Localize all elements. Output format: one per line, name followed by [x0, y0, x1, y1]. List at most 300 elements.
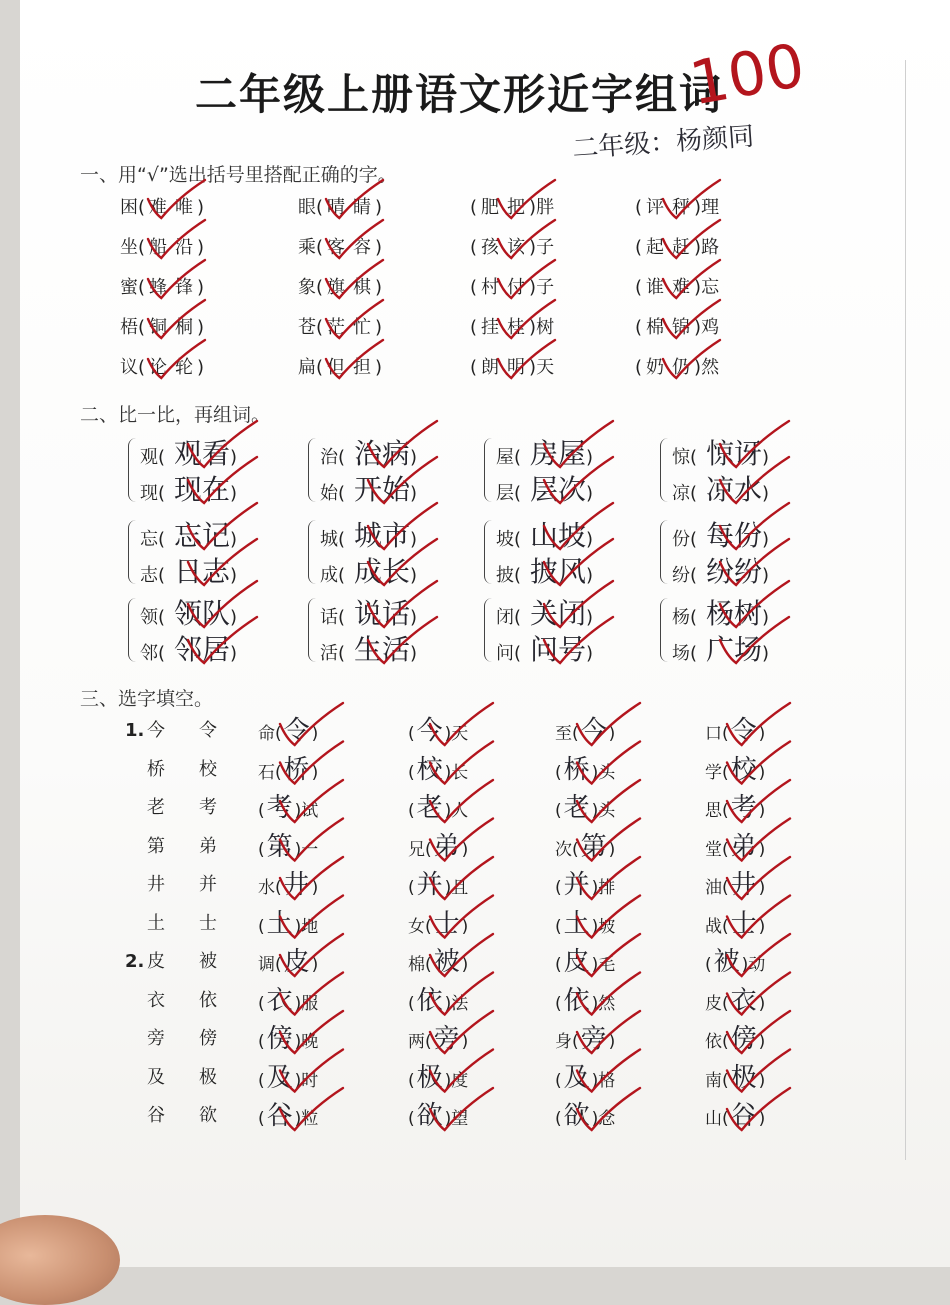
paren-open: ( — [258, 1032, 265, 1052]
compare-row — [320, 468, 417, 508]
paren-open: ( — [555, 993, 562, 1014]
paren-close: ) — [461, 955, 469, 975]
paren-open: ( — [138, 277, 146, 298]
written-word: 开始 — [354, 473, 411, 506]
char-pair — [125, 986, 251, 1012]
choice-item — [120, 353, 204, 379]
group-brace — [660, 438, 669, 502]
paren-open: ( — [572, 839, 579, 860]
paren-open: ( — [258, 993, 265, 1014]
page-edge-line — [905, 60, 906, 1160]
paren-open: ( — [316, 317, 324, 338]
paren-open: ( — [572, 1032, 579, 1052]
blank-suffix: 晚 — [301, 1032, 319, 1052]
filled-char: 校 — [730, 754, 757, 785]
written-word: 城市 — [354, 519, 411, 552]
paren-open: ( — [555, 916, 562, 937]
paren-close: ) — [294, 1070, 302, 1091]
fill-blank — [408, 787, 468, 824]
group-brace — [308, 598, 317, 662]
filled-char: 皮 — [563, 947, 590, 977]
written-word: 生活 — [354, 633, 411, 666]
paren-close: ) — [410, 607, 418, 628]
paren-close: ) — [529, 317, 537, 338]
paren-close: ) — [694, 357, 702, 378]
paren-close: ) — [762, 529, 770, 550]
written-word: 观看 — [174, 437, 231, 470]
compare-group — [484, 592, 664, 668]
base-char: 现( — [140, 483, 166, 504]
compare-row — [496, 432, 593, 472]
paren-close: ) — [410, 483, 418, 504]
blank-suffix: 坡 — [598, 916, 616, 937]
choice-item — [298, 353, 382, 379]
fill-blank — [555, 1057, 615, 1094]
paren-close: ) — [444, 878, 452, 898]
blank-prefix: 次 — [555, 839, 572, 860]
written-word: 广场 — [706, 633, 763, 666]
pair-char-2: 被 — [199, 951, 217, 972]
paren-open: ( — [316, 277, 324, 298]
option-2: 明 — [507, 357, 526, 378]
group-brace — [484, 520, 493, 584]
fill-blank — [555, 903, 615, 940]
paren-close: ) — [758, 801, 766, 821]
char-pair — [125, 1101, 251, 1127]
paren-close: ) — [461, 1032, 469, 1052]
paren-open: ( — [258, 1109, 265, 1129]
paren-close: ) — [294, 916, 302, 937]
written-word: 房屋 — [530, 437, 587, 470]
paren-close: ) — [529, 357, 537, 378]
blank-suffix: 然 — [598, 993, 616, 1014]
paren-close: ) — [586, 607, 594, 628]
paren-open: ( — [258, 839, 265, 860]
fill-blank — [408, 826, 468, 863]
blank-prefix: 战 — [705, 916, 722, 937]
paren-open: ( — [275, 724, 282, 744]
written-word: 杨树 — [706, 597, 763, 630]
choice-prefix: 蜜 — [120, 277, 138, 298]
option-1: 挂 — [481, 317, 500, 338]
pair-char-1: 今 — [147, 720, 165, 741]
filled-char: 土 — [266, 908, 293, 939]
section1-heading: 一、用“√”选出括号里搭配正确的字。 — [80, 164, 397, 186]
filled-char: 及 — [563, 1062, 590, 1093]
compare-row — [140, 550, 237, 590]
written-word: 每份 — [706, 519, 763, 552]
char-pair — [125, 947, 251, 973]
fill-blank — [258, 980, 318, 1017]
blank-prefix: 水 — [258, 878, 275, 898]
base-char: 层( — [496, 483, 522, 504]
fill-blank — [705, 826, 765, 863]
option-2: 该 — [507, 237, 526, 258]
blank-prefix: 思 — [705, 801, 722, 821]
base-char: 成( — [320, 565, 346, 586]
blank-suffix: 粒 — [301, 1109, 319, 1129]
blank-suffix: 地 — [301, 916, 319, 937]
choice-suffix: 胖 — [536, 197, 555, 218]
compare-group — [128, 514, 308, 590]
option-2: 难 — [672, 277, 691, 298]
option-2: 忙 — [353, 317, 372, 338]
compare-row — [496, 514, 593, 554]
blank-suffix: 头 — [598, 801, 616, 821]
paren-open: ( — [635, 317, 643, 338]
base-char: 领( — [140, 607, 166, 628]
choice-item — [635, 233, 719, 259]
option-1: 船 — [149, 237, 168, 258]
fill-blank — [258, 1018, 318, 1055]
paren-open: ( — [555, 955, 562, 975]
blank-suffix: 且 — [451, 878, 469, 898]
fill-blank — [555, 941, 615, 978]
fill-blank — [705, 903, 765, 940]
compare-row — [140, 628, 237, 668]
option-1: 茫 — [327, 317, 346, 338]
paren-close: ) — [758, 1109, 766, 1129]
blank-suffix: 度 — [451, 1070, 469, 1091]
option-1: 难 — [149, 197, 168, 218]
base-char: 场( — [672, 643, 698, 664]
blank-suffix: 长 — [451, 762, 469, 783]
paren-close: ) — [410, 529, 418, 550]
paren-close: ) — [694, 237, 702, 258]
base-char: 份( — [672, 529, 698, 550]
paren-open: ( — [470, 197, 478, 218]
fill-blank — [258, 787, 318, 824]
blank-suffix: 念 — [598, 1109, 616, 1129]
option-2: 锋 — [175, 277, 194, 298]
compare-row — [672, 592, 769, 632]
filled-char: 井 — [283, 870, 310, 900]
paren-close: ) — [294, 1109, 302, 1129]
group-brace — [660, 598, 669, 662]
option-1: 评 — [646, 197, 665, 218]
option-2: 沿 — [175, 237, 194, 258]
pair-char-1: 谷 — [147, 1105, 165, 1126]
compare-row — [320, 628, 417, 668]
compare-row — [496, 550, 593, 590]
fill-blank — [258, 903, 318, 940]
char-pair — [125, 755, 251, 781]
paren-open: ( — [722, 801, 729, 821]
fill-blank — [408, 710, 468, 747]
option-1: 奶 — [646, 357, 665, 378]
pair-char-1: 第 — [147, 835, 165, 857]
compare-row — [320, 432, 417, 472]
choice-item — [120, 313, 204, 339]
handwritten-name-note: 二年级：杨颜同 — [571, 121, 756, 165]
compare-group — [308, 592, 488, 668]
filled-char: 欲 — [563, 1101, 590, 1131]
option-1: 但 — [327, 357, 346, 378]
pair-char-2: 傍 — [199, 1028, 217, 1049]
filled-char: 被 — [713, 947, 740, 977]
group-brace — [128, 520, 137, 584]
option-2: 秤 — [672, 197, 691, 218]
compare-row — [672, 468, 769, 508]
paren-close: ) — [230, 529, 238, 550]
fill-blank — [555, 826, 615, 863]
base-char: 活( — [320, 643, 346, 664]
paren-close: ) — [762, 447, 770, 468]
char-pair — [125, 1063, 251, 1089]
filled-char: 考 — [266, 793, 293, 823]
paren-close: ) — [586, 447, 594, 468]
group-brace — [308, 520, 317, 584]
char-pair — [125, 832, 251, 858]
paren-open: ( — [258, 916, 265, 937]
compare-row — [496, 592, 593, 632]
group-number: 1. — [125, 720, 145, 741]
filled-char: 并 — [563, 870, 590, 900]
choice-prefix: 扁 — [298, 357, 316, 378]
option-1: 村 — [481, 277, 500, 298]
paren-close: ) — [461, 916, 469, 937]
choice-prefix: 坐 — [120, 237, 138, 258]
paren-open: ( — [138, 237, 146, 258]
paren-close: ) — [758, 993, 766, 1014]
paren-open: ( — [635, 277, 643, 298]
filled-char: 傍 — [266, 1024, 293, 1054]
choice-item — [470, 353, 554, 379]
group-brace — [128, 438, 137, 502]
blank-suffix: 服 — [301, 993, 319, 1014]
blank-suffix: 动 — [748, 955, 766, 975]
pair-char-2: 考 — [199, 797, 217, 818]
filled-char: 衣 — [266, 985, 293, 1016]
paren-close: ) — [529, 237, 537, 258]
fill-blank — [408, 1018, 468, 1055]
paren-close: ) — [311, 724, 319, 744]
filled-char: 桥 — [563, 754, 590, 785]
filled-char: 欲 — [416, 1101, 443, 1131]
paren-open: ( — [408, 993, 415, 1014]
fill-blank — [705, 864, 765, 901]
pair-char-2: 极 — [199, 1066, 217, 1088]
paren-open: ( — [635, 197, 643, 218]
option-2: 桐 — [175, 317, 194, 338]
base-char: 志( — [140, 565, 166, 586]
paren-open: ( — [555, 1109, 562, 1129]
pair-char-2: 弟 — [199, 835, 217, 857]
paren-close: ) — [230, 607, 238, 628]
pair-char-1: 土 — [147, 912, 165, 934]
paren-open: ( — [722, 1032, 729, 1052]
option-2: 仍 — [672, 357, 691, 378]
compare-row — [672, 514, 769, 554]
written-word: 邻居 — [174, 633, 231, 666]
written-word: 忘记 — [174, 519, 231, 552]
pair-char-2: 依 — [199, 989, 217, 1011]
written-word: 关闭 — [530, 597, 587, 630]
filled-char: 士 — [433, 908, 460, 939]
blank-suffix: 排 — [598, 878, 616, 898]
base-char: 坡( — [496, 529, 522, 550]
filled-char: 旁 — [580, 1024, 607, 1054]
paren-close: ) — [410, 643, 418, 664]
compare-row — [140, 592, 237, 632]
base-char: 忘( — [140, 529, 166, 550]
filled-char: 并 — [416, 870, 443, 900]
choice-item — [635, 313, 719, 339]
option-1: 起 — [646, 237, 665, 258]
filled-char: 士 — [730, 908, 757, 939]
paren-close: ) — [762, 565, 770, 586]
written-word: 披风 — [530, 555, 587, 588]
fill-blank — [408, 1057, 468, 1094]
choice-prefix: 梧 — [120, 317, 138, 338]
fill-blank — [408, 864, 468, 901]
paren-close: ) — [197, 357, 205, 378]
blank-prefix: 石 — [258, 762, 275, 783]
paren-open: ( — [555, 878, 562, 898]
fill-blank — [408, 1095, 468, 1132]
base-char: 观( — [140, 447, 166, 468]
option-2: 睛 — [353, 197, 372, 218]
option-1: 晴 — [327, 197, 346, 218]
compare-row — [672, 432, 769, 472]
filled-char: 令 — [283, 716, 310, 746]
filled-char: 第 — [266, 831, 293, 862]
base-char: 始( — [320, 483, 346, 504]
written-word: 纷纷 — [706, 555, 763, 588]
blank-prefix: 命 — [258, 724, 275, 744]
paren-close: ) — [758, 916, 766, 937]
option-2: 唯 — [175, 197, 194, 218]
paren-open: ( — [705, 955, 712, 975]
written-word: 惊讶 — [706, 437, 763, 470]
blank-prefix: 两 — [408, 1032, 425, 1052]
paren-close: ) — [586, 483, 594, 504]
paren-open: ( — [408, 1109, 415, 1129]
paren-open: ( — [138, 357, 146, 378]
fill-blank — [258, 826, 318, 863]
paren-open: ( — [425, 1032, 432, 1052]
choice-suffix: 理 — [701, 197, 720, 218]
paren-close: ) — [311, 762, 319, 783]
base-char: 闭( — [496, 607, 522, 628]
base-char: 纷( — [672, 565, 698, 586]
paren-close: ) — [410, 565, 418, 586]
paren-close: ) — [586, 565, 594, 586]
paren-close: ) — [608, 724, 616, 744]
paren-open: ( — [425, 839, 432, 860]
base-char: 杨( — [672, 607, 698, 628]
written-word: 成长 — [354, 555, 411, 588]
compare-row — [320, 592, 417, 632]
option-1: 客 — [327, 237, 346, 258]
option-1: 铜 — [149, 317, 168, 338]
option-1: 孩 — [481, 237, 500, 258]
group-brace — [484, 438, 493, 502]
option-1: 朗 — [481, 357, 500, 378]
paren-close: ) — [762, 607, 770, 628]
choice-item — [298, 273, 382, 299]
blank-suffix: 天 — [451, 724, 469, 744]
paren-close: ) — [311, 878, 319, 898]
blank-suffix: 毛 — [598, 955, 616, 975]
paren-open: ( — [470, 277, 478, 298]
fill-blank — [705, 710, 765, 747]
fill-blank — [555, 1095, 615, 1132]
paren-close: ) — [230, 447, 238, 468]
compare-group — [128, 432, 308, 508]
paren-open: ( — [722, 724, 729, 744]
paren-close: ) — [586, 529, 594, 550]
char-pair — [125, 1024, 251, 1050]
paren-open: ( — [275, 878, 282, 898]
fill-blank — [555, 710, 615, 747]
paren-close: ) — [311, 955, 319, 975]
paren-open: ( — [470, 317, 478, 338]
filled-char: 令 — [730, 716, 757, 746]
paren-open: ( — [722, 916, 729, 937]
blank-prefix: 南 — [705, 1070, 722, 1091]
page-title: 二年级上册语文形近字组词 — [195, 70, 724, 119]
filled-char: 旁 — [433, 1024, 460, 1054]
base-char: 屋( — [496, 447, 522, 468]
pair-char-2: 士 — [199, 912, 217, 934]
paren-close: ) — [375, 357, 383, 378]
paren-open: ( — [470, 357, 478, 378]
fill-blank — [258, 1095, 318, 1132]
paren-open: ( — [722, 839, 729, 860]
paren-close: ) — [591, 801, 599, 821]
blank-prefix: 兄 — [408, 839, 425, 860]
choice-prefix: 眼 — [298, 197, 316, 218]
paren-close: ) — [591, 1070, 599, 1091]
blank-suffix: 时 — [301, 1070, 319, 1091]
filled-char: 第 — [580, 831, 607, 862]
paren-open: ( — [408, 878, 415, 898]
base-char: 话( — [320, 607, 346, 628]
fill-blank — [408, 941, 468, 978]
paren-open: ( — [408, 801, 415, 821]
choice-item — [470, 193, 554, 219]
paren-open: ( — [316, 197, 324, 218]
fill-blank — [705, 1057, 765, 1094]
paren-close: ) — [586, 643, 594, 664]
blank-prefix: 口 — [705, 724, 722, 744]
compare-group — [660, 592, 840, 668]
filled-char: 老 — [563, 793, 590, 823]
written-word: 层次 — [530, 473, 587, 506]
filled-char: 依 — [563, 985, 590, 1016]
paren-close: ) — [591, 762, 599, 783]
pair-char-1: 老 — [147, 797, 165, 818]
fill-blank — [555, 864, 615, 901]
paren-close: ) — [758, 724, 766, 744]
base-char: 城( — [320, 529, 346, 550]
fill-blank — [258, 749, 318, 786]
option-2: 付 — [507, 277, 526, 298]
base-char: 治( — [320, 447, 346, 468]
blank-prefix: 女 — [408, 916, 425, 937]
char-pair — [125, 870, 251, 896]
paren-close: ) — [694, 197, 702, 218]
group-number: 2. — [125, 951, 145, 972]
filled-char: 今 — [416, 716, 443, 746]
pair-char-2: 并 — [199, 874, 217, 895]
base-char: 披( — [496, 565, 522, 586]
pair-char-1: 皮 — [147, 951, 165, 972]
choice-prefix: 乘 — [298, 237, 316, 258]
paren-open: ( — [138, 317, 146, 338]
paren-close: ) — [375, 237, 383, 258]
